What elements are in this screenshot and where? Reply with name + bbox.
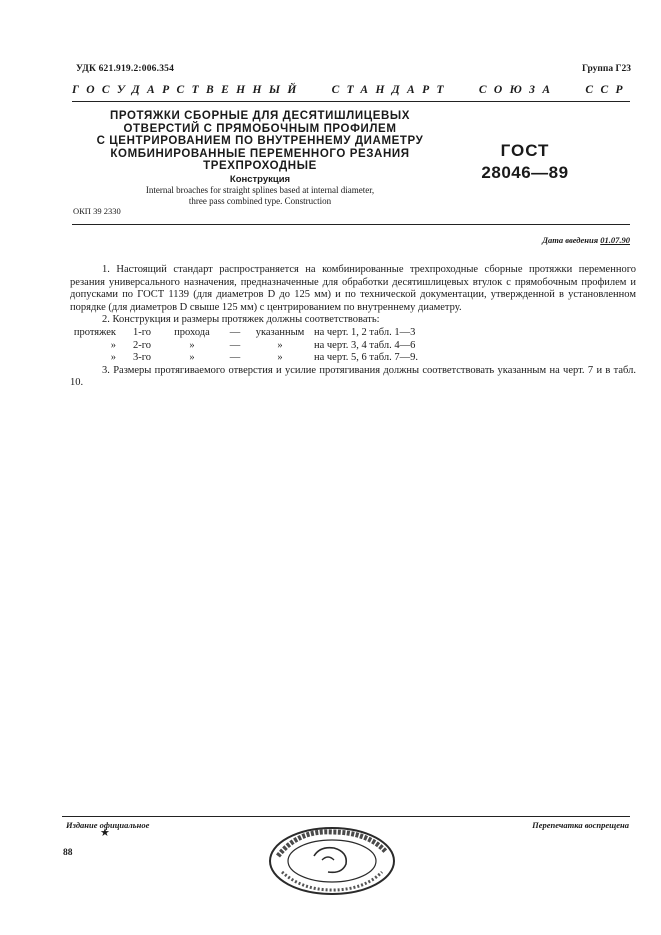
paragraph-3: 3. Размеры протягиваемого отверстия и усилие протягивания должны соответствовать указанным на черт. 7 и в табл. 10. [70, 364, 636, 389]
paragraph-2: 2. Конструкция и размеры протяжек должны соответствовать: [102, 314, 380, 326]
pass-cell: указанным [255, 326, 305, 338]
pass-cell: — [229, 352, 241, 364]
okp-code: ОКП 39 2330 [73, 206, 121, 216]
title-rule [72, 224, 630, 225]
document-title-block [90, 110, 430, 207]
state-word-2: СТАНДАРТ [331, 84, 451, 96]
pass-cell: » [277, 352, 283, 364]
library-stamp-icon [268, 826, 396, 896]
gost-number: 28046—89 [481, 163, 569, 182]
pass-cell: — [229, 339, 241, 351]
state-standard-line [72, 84, 630, 96]
body-text [70, 264, 636, 390]
official-edition-note: Издание официальное [66, 820, 150, 830]
pass-cell: на черт. 3, 4 табл. 4—6 [314, 339, 416, 351]
pass-cell: 2-го [132, 339, 152, 351]
pass-cell: прохода [174, 326, 210, 338]
english-title-line-2: three pass combined type. Construction [188, 195, 332, 206]
paragraph-1: 1. Настоящий стандарт распространяется на комбинированные трехпроходные сборные протяжки переменного резания универсального назначения, предназначенные для обработки десятишлицевых втулок с прямобочным профилем и допусками по ГОСТ 1139 (для диаметров D до 125 мм) и по технической документации, утвержденной в установленном порядке (для диаметров D свыше 125 мм) с центрированием по внутреннему диаметру. [70, 264, 636, 313]
title-line-5: ТРЕХПРОХОДНЫЕ [203, 160, 317, 172]
state-word-4: ССР [585, 84, 630, 96]
footer-rule [62, 816, 630, 817]
title-line-3: С ЦЕНТРИРОВАНИЕМ ПО ВНУТРЕННЕМУ ДИАМЕТРУ [96, 135, 424, 147]
title-line-1: ПРОТЯЖКИ СБОРНЫЕ ДЛЯ ДЕСЯТИШЛИЦЕВЫХ [110, 110, 410, 122]
pass-row-3 [70, 352, 636, 365]
english-title-line-1: Internal broaches for straight splines based at internal diameter, [145, 184, 375, 195]
gost-label: ГОСТ [500, 141, 550, 160]
pass-cell: — [229, 326, 241, 338]
pass-cell: » [189, 352, 195, 364]
pass-row-2 [70, 340, 636, 353]
pass-cell: протяжек [73, 326, 116, 338]
state-word-1: ГОСУДАРСТВЕННЫЙ [72, 84, 304, 96]
header-rule [72, 101, 630, 102]
pass-cell: » [110, 339, 116, 351]
udk-code: УДК 621.919.2:006.354 [76, 64, 175, 74]
group-code: Группа Г23 [582, 64, 631, 74]
reprint-prohibited-note: Перепечатка воспрещена [532, 820, 629, 830]
pass-cell: на черт. 1, 2 табл. 1—3 [314, 326, 416, 338]
page-number: 88 [63, 848, 73, 858]
title-line-2: ОТВЕРСТИЙ С ПРЯМОБОЧНЫМ ПРОФИЛЕМ [123, 122, 397, 135]
title-line-4: КОМБИНИРОВАННЫЕ ПЕРЕМЕННОГО РЕЗАНИЯ [110, 147, 410, 160]
intro-date-label: Дата введения [542, 235, 599, 245]
pass-cell: » [189, 339, 195, 351]
pass-cell: » [277, 339, 283, 351]
pass-cell: 3-го [132, 352, 152, 364]
star-icon: ★ [100, 827, 110, 839]
pass-row-1 [70, 327, 636, 340]
intro-date-value: 01.07.90 [600, 235, 630, 245]
introduction-date [542, 235, 630, 245]
pass-cell: на черт. 5, 6 табл. 7—9. [314, 352, 418, 364]
state-word-3: СОЮЗА [478, 84, 558, 96]
pass-cell: » [110, 352, 116, 364]
title-subtitle: Конструкция [229, 173, 291, 185]
pass-cell: 1-го [132, 326, 152, 338]
